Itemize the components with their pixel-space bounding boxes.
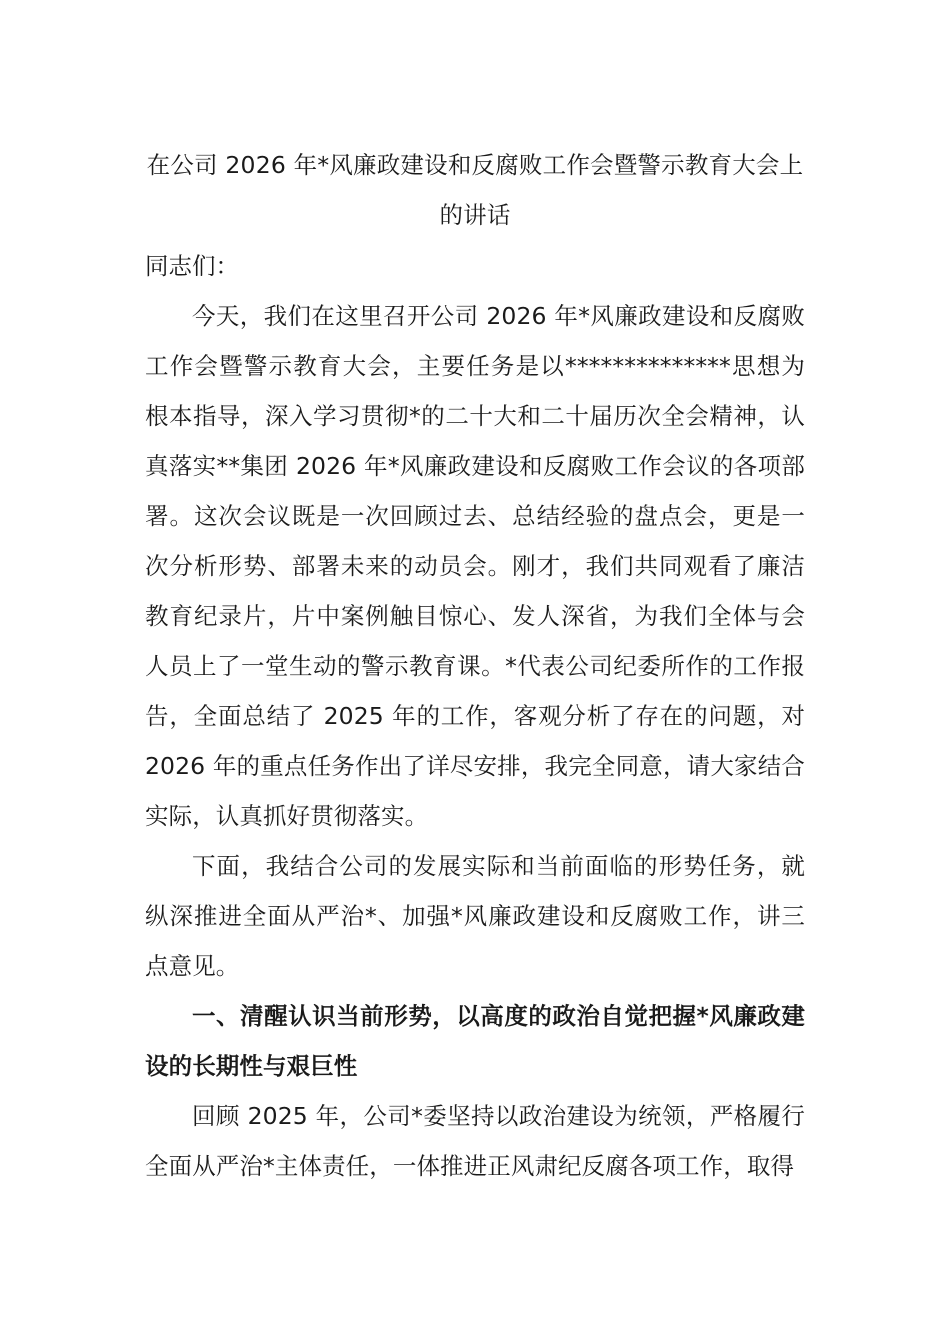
salutation: 同志们： (145, 252, 239, 280)
section-heading-one: 一、清醒认识当前形势，以高度的政治自觉把握*风廉政建设的长期性与艰巨性 (145, 1002, 805, 1080)
document-body (145, 140, 805, 1191)
paragraph-review-2025: 回顾 2025 年，公司*委坚持以政治建设为统领，严格履行全面从严治*主体责任，一体推进正风肃纪反腐各项工作，取得 (145, 1102, 805, 1180)
document-title: 在公司 2026 年*风廉政建设和反腐败工作会暨警示教育大会上的讲话 (146, 151, 804, 229)
paragraph-opening: 今天，我们在这里召开公司 2026 年*风廉政建设和反腐败工作会暨警示教育大会，主要任务是以**************思想为根本指导，深入学习贯彻*的二十大和二十届历次全会精神，认真落实**集团 2026 年*风廉政建设和反腐败工作会议的各项部署。这次会议既是一次回顾过去、总结经验的盘点会，更是一次分析形势、部署未来的动员会。刚才，我们共同观看了廉洁教育纪录片，片中案例触目惊心、发人深省，为我们全体与会人员上了一堂生动的警示教育课。*代表公司纪委所作的工作报告，全面总结了 2025 年的工作，客观分析了存在的问题，对 2026 年的重点任务作出了详尽安排，我完全同意，请大家结合实际，认真抓好贯彻落实。 (145, 302, 805, 830)
paragraph-intro-points: 下面，我结合公司的发展实际和当前面临的形势任务，就纵深推进全面从严治*、加强*风廉政建设和反腐败工作，讲三点意见。 (145, 852, 805, 980)
